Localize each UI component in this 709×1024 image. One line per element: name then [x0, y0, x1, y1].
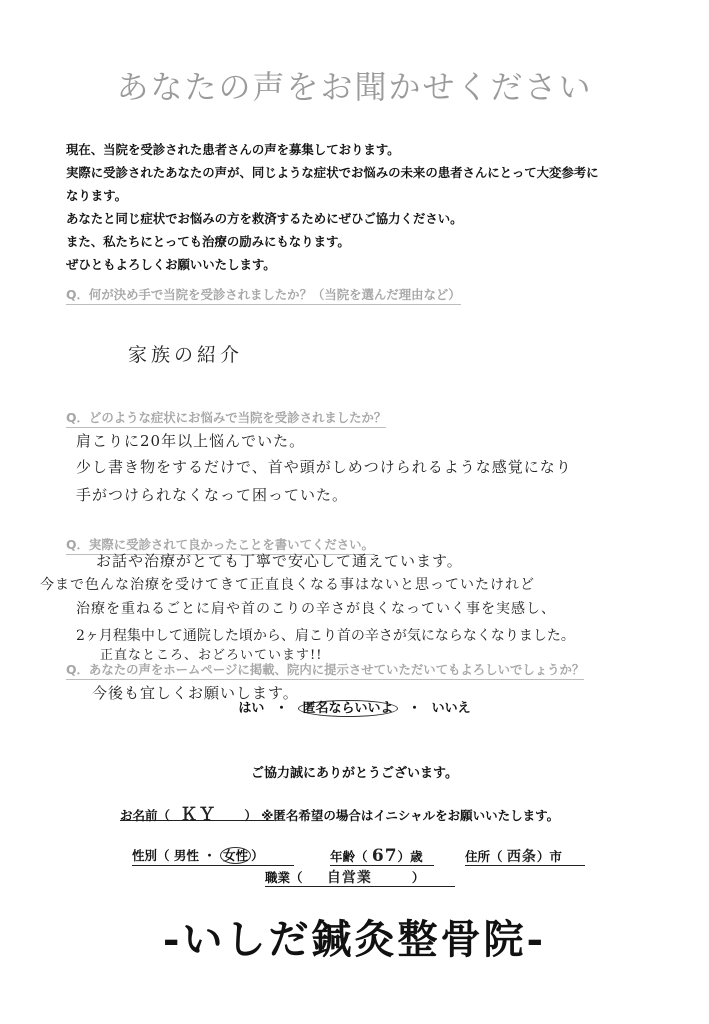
answer-3-line: 2ヶ月程集中して通院した頃から、肩こり首の辛さが気にならなくなりました。 — [76, 628, 575, 644]
address-unit: 市 — [549, 849, 562, 864]
consent-options — [0, 697, 709, 716]
gender-male[interactable]: 男性 — [173, 848, 199, 863]
job-underline — [265, 886, 455, 887]
intro-line: また、私たちにとっても治療の励みにもなります。 — [66, 234, 350, 249]
age-value[interactable]: 67 — [371, 846, 398, 866]
intro-line: ぜひともよろしくお願いいたします。 — [66, 257, 276, 272]
intro-text — [66, 138, 666, 276]
age-unit: 歳 — [410, 849, 423, 864]
question-1-label: Q．何が決め手で当院を受診されましたか？（当院を選んだ理由など） — [66, 285, 461, 305]
answer-2-line: 肩こりに20年以上悩んでいた。 — [76, 432, 306, 450]
gender-underline — [132, 865, 294, 866]
consent-anonymous-selected[interactable]: 匿名ならいいよ — [298, 700, 397, 717]
intro-line: 現在、当院を受診された患者さんの声を募集しております。 — [66, 142, 400, 157]
answer-3-line: お話や治療がとても丁寧で安心して通えています。 — [96, 552, 463, 570]
consent-separator: ・ — [274, 701, 288, 716]
answer-2-line: 少し書き物をするだけで、首や頭がしめつけられるような感覚になり — [76, 458, 572, 476]
answer-3-line: 正直なところ、おどろいています!! — [100, 648, 323, 663]
answer-1-line: 家族の紹介 — [128, 344, 244, 366]
gender-label: 性別 — [132, 848, 158, 863]
name-label: お名前 — [120, 808, 158, 823]
name-note: ※匿名希望の場合はイニシャルをお願いいたします。 — [261, 808, 560, 823]
address-label: 住所 — [465, 849, 491, 864]
question-4-label: Q．あなたの声をホームページに掲載、院内に提示させていただいてもよろしいでしょうか？ — [66, 660, 584, 680]
address-underline — [465, 865, 585, 866]
intro-line: あなたと同じ症状でお悩みの方を救済するためにぜひご協力ください。 — [66, 211, 463, 226]
job-field: 職業（ 自営業 ） — [265, 870, 425, 886]
job-value[interactable]: 自営業 — [326, 870, 372, 886]
intro-line: なります。 — [66, 188, 127, 203]
address-field: 住所（ 西条）市 — [465, 849, 562, 865]
age-field: 年齢（ 67）歳 — [330, 846, 423, 866]
name-value[interactable]: ＫＹ — [180, 805, 217, 825]
clinic-name-footer: -いしだ鍼灸整骨院- — [162, 916, 547, 963]
gender-field: 性別（ 男性 ・ 女性 ） — [132, 848, 264, 863]
question-3-label: Q．実際に受診されて良かったことを書いてください。 — [66, 535, 374, 555]
thanks-message: ご協力誠にありがとうございます。 — [251, 766, 458, 781]
consent-no[interactable]: いいえ — [431, 701, 471, 716]
answer-2-line: 手がつけられなくなって困っていた。 — [76, 486, 349, 504]
answer-3-line: 治療を重ねるごとに肩や首のこりの辛さが良くなっていく事を実感し、 — [76, 601, 556, 617]
intro-line: 実際に受診されたあなたの声が、同じような症状でお悩みの未来の患者さんにとって大変参考に — [66, 165, 599, 180]
address-value[interactable]: 西条 — [506, 849, 537, 865]
answer-3-line: 今まで色んな治療を受けてきて正直良くなる事はないと思っていたけれど — [40, 577, 535, 593]
answer-4-line: 今後も宜しくお願いします。 — [92, 684, 299, 702]
age-label: 年齢 — [330, 849, 356, 864]
gender-female-selected[interactable]: 女性 — [220, 847, 251, 864]
consent-separator: ・ — [408, 701, 422, 716]
page-title: あなたの声をお聞かせください — [116, 68, 593, 106]
name-underline — [120, 820, 274, 821]
question-2-label: Q．どのような症状にお悩みで当院を受診されましたか？ — [66, 408, 386, 428]
job-label: 職業 — [265, 870, 291, 885]
name-row: お名前（ ＫＹ ） ※匿名希望の場合はイニシャルをお願いいたします。 — [120, 805, 560, 825]
age-underline — [330, 865, 434, 866]
consent-yes[interactable]: はい — [238, 701, 265, 716]
